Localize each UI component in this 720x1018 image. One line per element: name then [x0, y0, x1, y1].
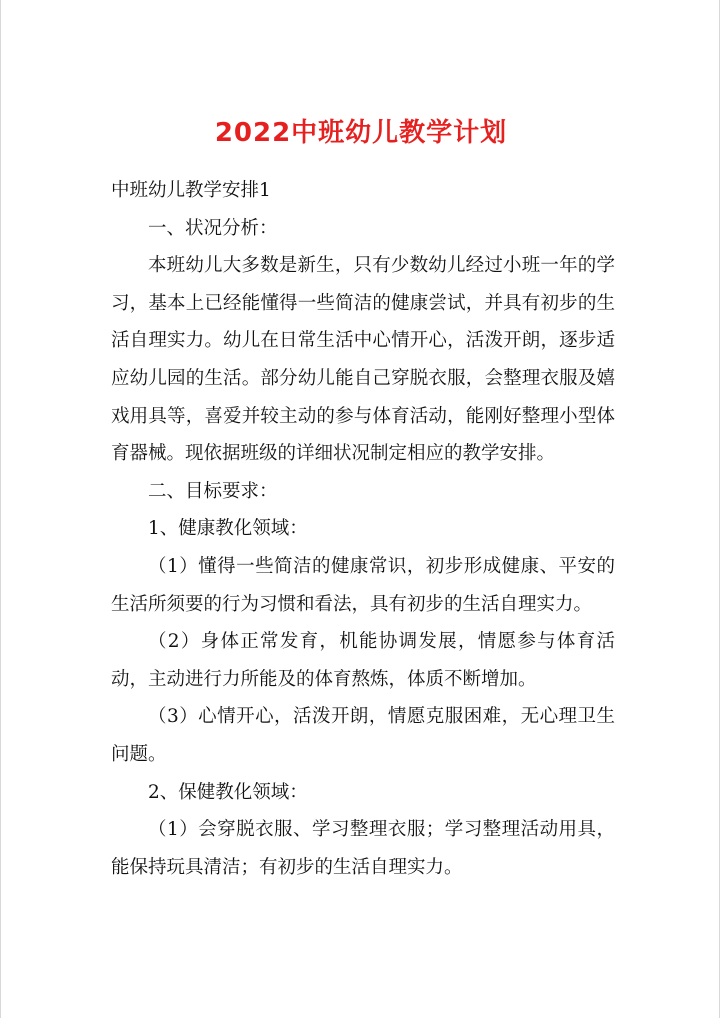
section-heading: 中班幼儿教学安排1	[111, 180, 271, 201]
document-title: 2022中班幼儿教学计划	[214, 118, 508, 148]
paragraph: 一、状况分析：	[148, 217, 278, 239]
paragraph: 1、健康教化领域：	[148, 518, 308, 540]
paragraph: （1）会穿脱衣服、学习整理衣服；学习整理活动用具，能保持玩具清洁；有初步的生活自理实力。	[111, 819, 615, 878]
paragraph: 本班幼儿大多数是新生，只有少数幼儿经过小班一年的学习，基本上已经能懂得一些简洁的健康尝试，并具有初步的生活自理实力。幼儿在日常生活中心情开心，活泼开朗，逐步适应幼儿园的生活。部分幼儿能自己穿脱衣服，会整理衣服及嬉戏用具等，喜爱并较主动的参与体育活动，能刚好整理小型体育器械。现依据班级的详细状况制定相应的教学安排。	[111, 255, 615, 465]
paragraph: 二、目标要求：	[148, 480, 278, 502]
paragraph: （2）身体正常发育，机能协调发展，情愿参与体育活动，主动进行力所能及的体育熬炼，体质不断增加。	[111, 631, 615, 690]
paragraph: （3）心情开心，活泼开朗，情愿克服困难，无心理卫生问题。	[111, 706, 615, 765]
document-body	[111, 172, 615, 886]
paragraph: 2、保健教化领域：	[148, 781, 308, 803]
paragraph: （1）懂得一些简洁的健康常识，初步形成健康、平安的生活所须要的行为习惯和看法，具有初步的生活自理实力。	[111, 555, 615, 615]
